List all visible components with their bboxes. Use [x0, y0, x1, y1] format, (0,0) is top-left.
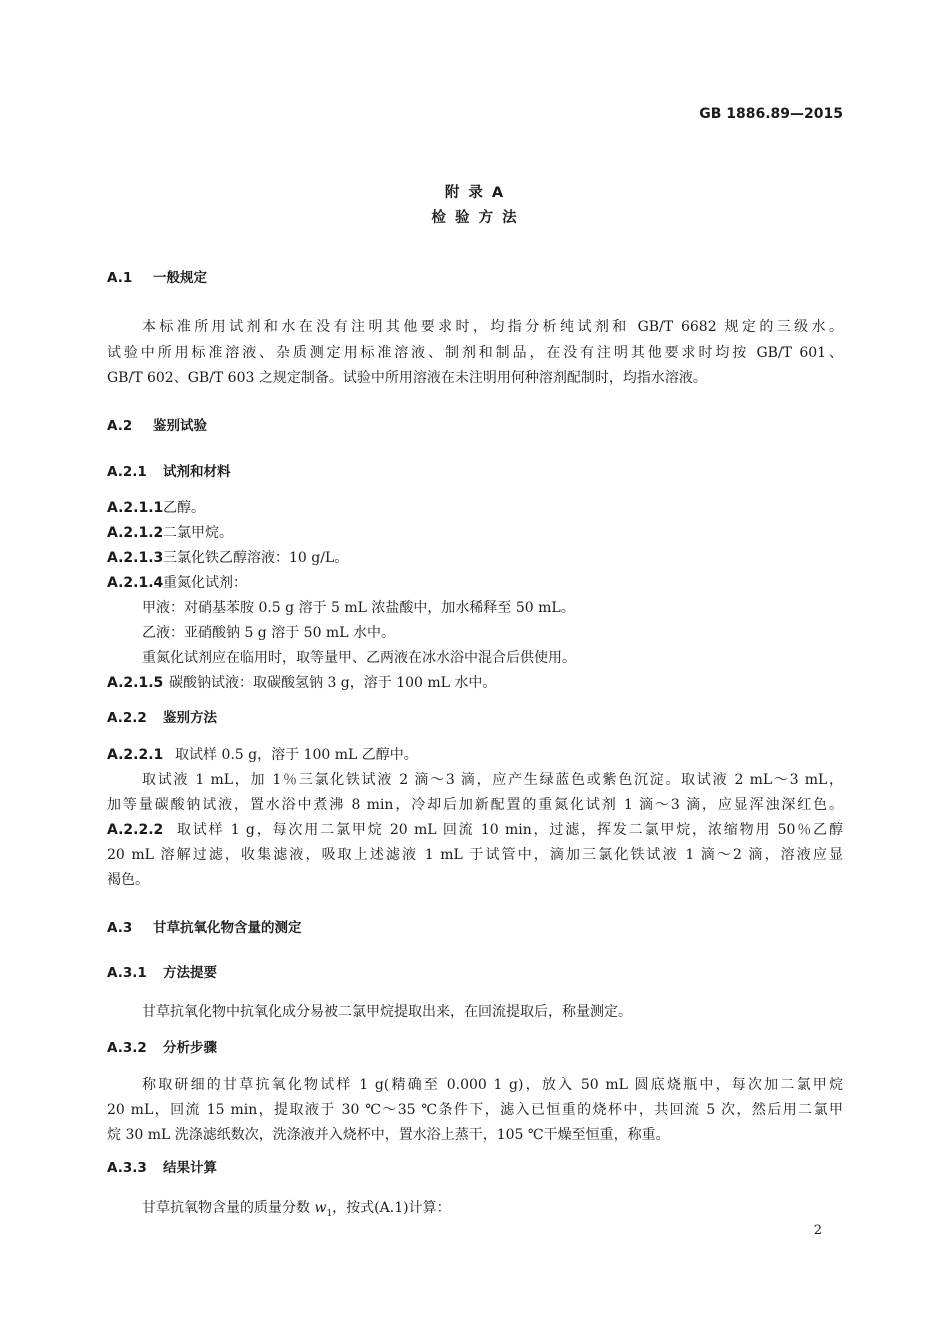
- standard-number: GB 1886.89—2015: [699, 106, 843, 122]
- section-a22-heading: A.2.2 鉴别方法: [107, 710, 217, 726]
- paragraph-line: 甘草抗氧化物中抗氧化成分易被二氯甲烷提取出来，在回流提取后，称量测定。: [142, 1004, 632, 1020]
- appendix-title: 检 验 方 法: [431, 210, 519, 226]
- section-a32-heading: A.3.2 分析步骤: [107, 1040, 217, 1056]
- paragraph-line: 20 mL 溶解过滤，收集滤液，吸取上述滤液 1 mL 于试管中，滴加三氯化铁试液 1 滴～2 滴，溶液应显: [107, 847, 843, 863]
- paragraph-line: 烷 30 mL 洗涤滤纸数次，洗涤液并入烧杯中，置水浴上蒸干，105 ℃干燥至恒重，称重。: [107, 1127, 670, 1143]
- paragraph-line: 称取研细的甘草抗氧化物试样 1 g(精确至 0.000 1 g)，放入 50 mL 圆底烧瓶中，每次加二氯甲烷: [142, 1077, 843, 1093]
- paragraph-line: 乙液：亚硝酸钠 5 g 溶于 50 mL 水中。: [142, 625, 395, 641]
- item-a222: A.2.2.2 取试样 1 g，每次用二氯甲烷 20 mL 回流 10 min，过滤，挥发二氯甲烷，浓缩物用 50％乙醇: [107, 822, 843, 838]
- paragraph-line: 取试液 1 mL，加 1％三氯化铁试液 2 滴～3 滴，应产生绿蓝色或紫色沉淀。取试液 2 mL～3 mL，: [142, 772, 843, 788]
- section-a33-heading: A.3.3 结果计算: [107, 1160, 217, 1176]
- paragraph-line: 加等量碳酸钠试液，置水浴中煮沸 8 min，冷却后加新配置的重氮化试剂 1 滴～3 滴，应显浑浊深红色。: [107, 797, 843, 813]
- item-a215: A.2.1.5 碳酸钠试液：取碳酸氢钠 3 g，溶于 100 mL 水中。: [107, 675, 497, 691]
- paragraph-line: 本标准所用试剂和水在没有注明其他要求时，均指分析纯试剂和 GB/T 6682 规定的三级水。: [142, 319, 843, 335]
- item-a211: A.2.1.1乙醇。: [107, 500, 205, 516]
- section-a31-heading: A.3.1 方法提要: [107, 965, 217, 981]
- formula-intro: 甘草抗氧物含量的质量分数 $w_1$，按式(A.1)计算：: [142, 1200, 451, 1219]
- section-a3-heading: A.3 甘草抗氧化物含量的测定: [107, 920, 302, 936]
- item-a212: A.2.1.2二氯甲烷。: [107, 525, 233, 541]
- paragraph-line: 褐色。: [107, 872, 149, 888]
- item-a213: A.2.1.3三氯化铁乙醇溶液：10 g/L。: [107, 550, 349, 566]
- paragraph-line: 重氮化试剂应在临用时，取等量甲、乙两液在冰水浴中混合后供使用。: [142, 650, 576, 666]
- item-a214: A.2.1.4重氮化试剂：: [107, 575, 247, 591]
- paragraph-line: GB/T 602、GB/T 603 之规定制备。试验中所用溶液在未注明用何种溶剂配制时，均指水溶液。: [107, 370, 707, 386]
- paragraph-line: 20 mL，回流 15 min，提取液于 30 ℃～35 ℃条件下，滤入已恒重的烧杯中，共回流 5 次，然后用二氯甲: [107, 1102, 843, 1118]
- paragraph-line: 试验中所用标准溶液、杂质测定用标准溶液、制剂和制品，在没有注明其他要求时均按 GB/T 601、: [107, 345, 843, 361]
- appendix-label: 附 录 A: [444, 185, 506, 201]
- item-a221: A.2.2.1 取试样 0.5 g，溶于 100 mL 乙醇中。: [107, 747, 418, 763]
- page-number: 2: [813, 1223, 822, 1238]
- section-a21-heading: A.2.1 试剂和材料: [107, 464, 231, 480]
- section-a1-heading: A.1 一般规定: [107, 270, 207, 286]
- paragraph-line: 甲液：对硝基苯胺 0.5 g 溶于 5 mL 浓盐酸中，加水稀释至 50 mL。: [142, 600, 575, 616]
- section-a2-heading: A.2 鉴别试验: [107, 418, 207, 434]
